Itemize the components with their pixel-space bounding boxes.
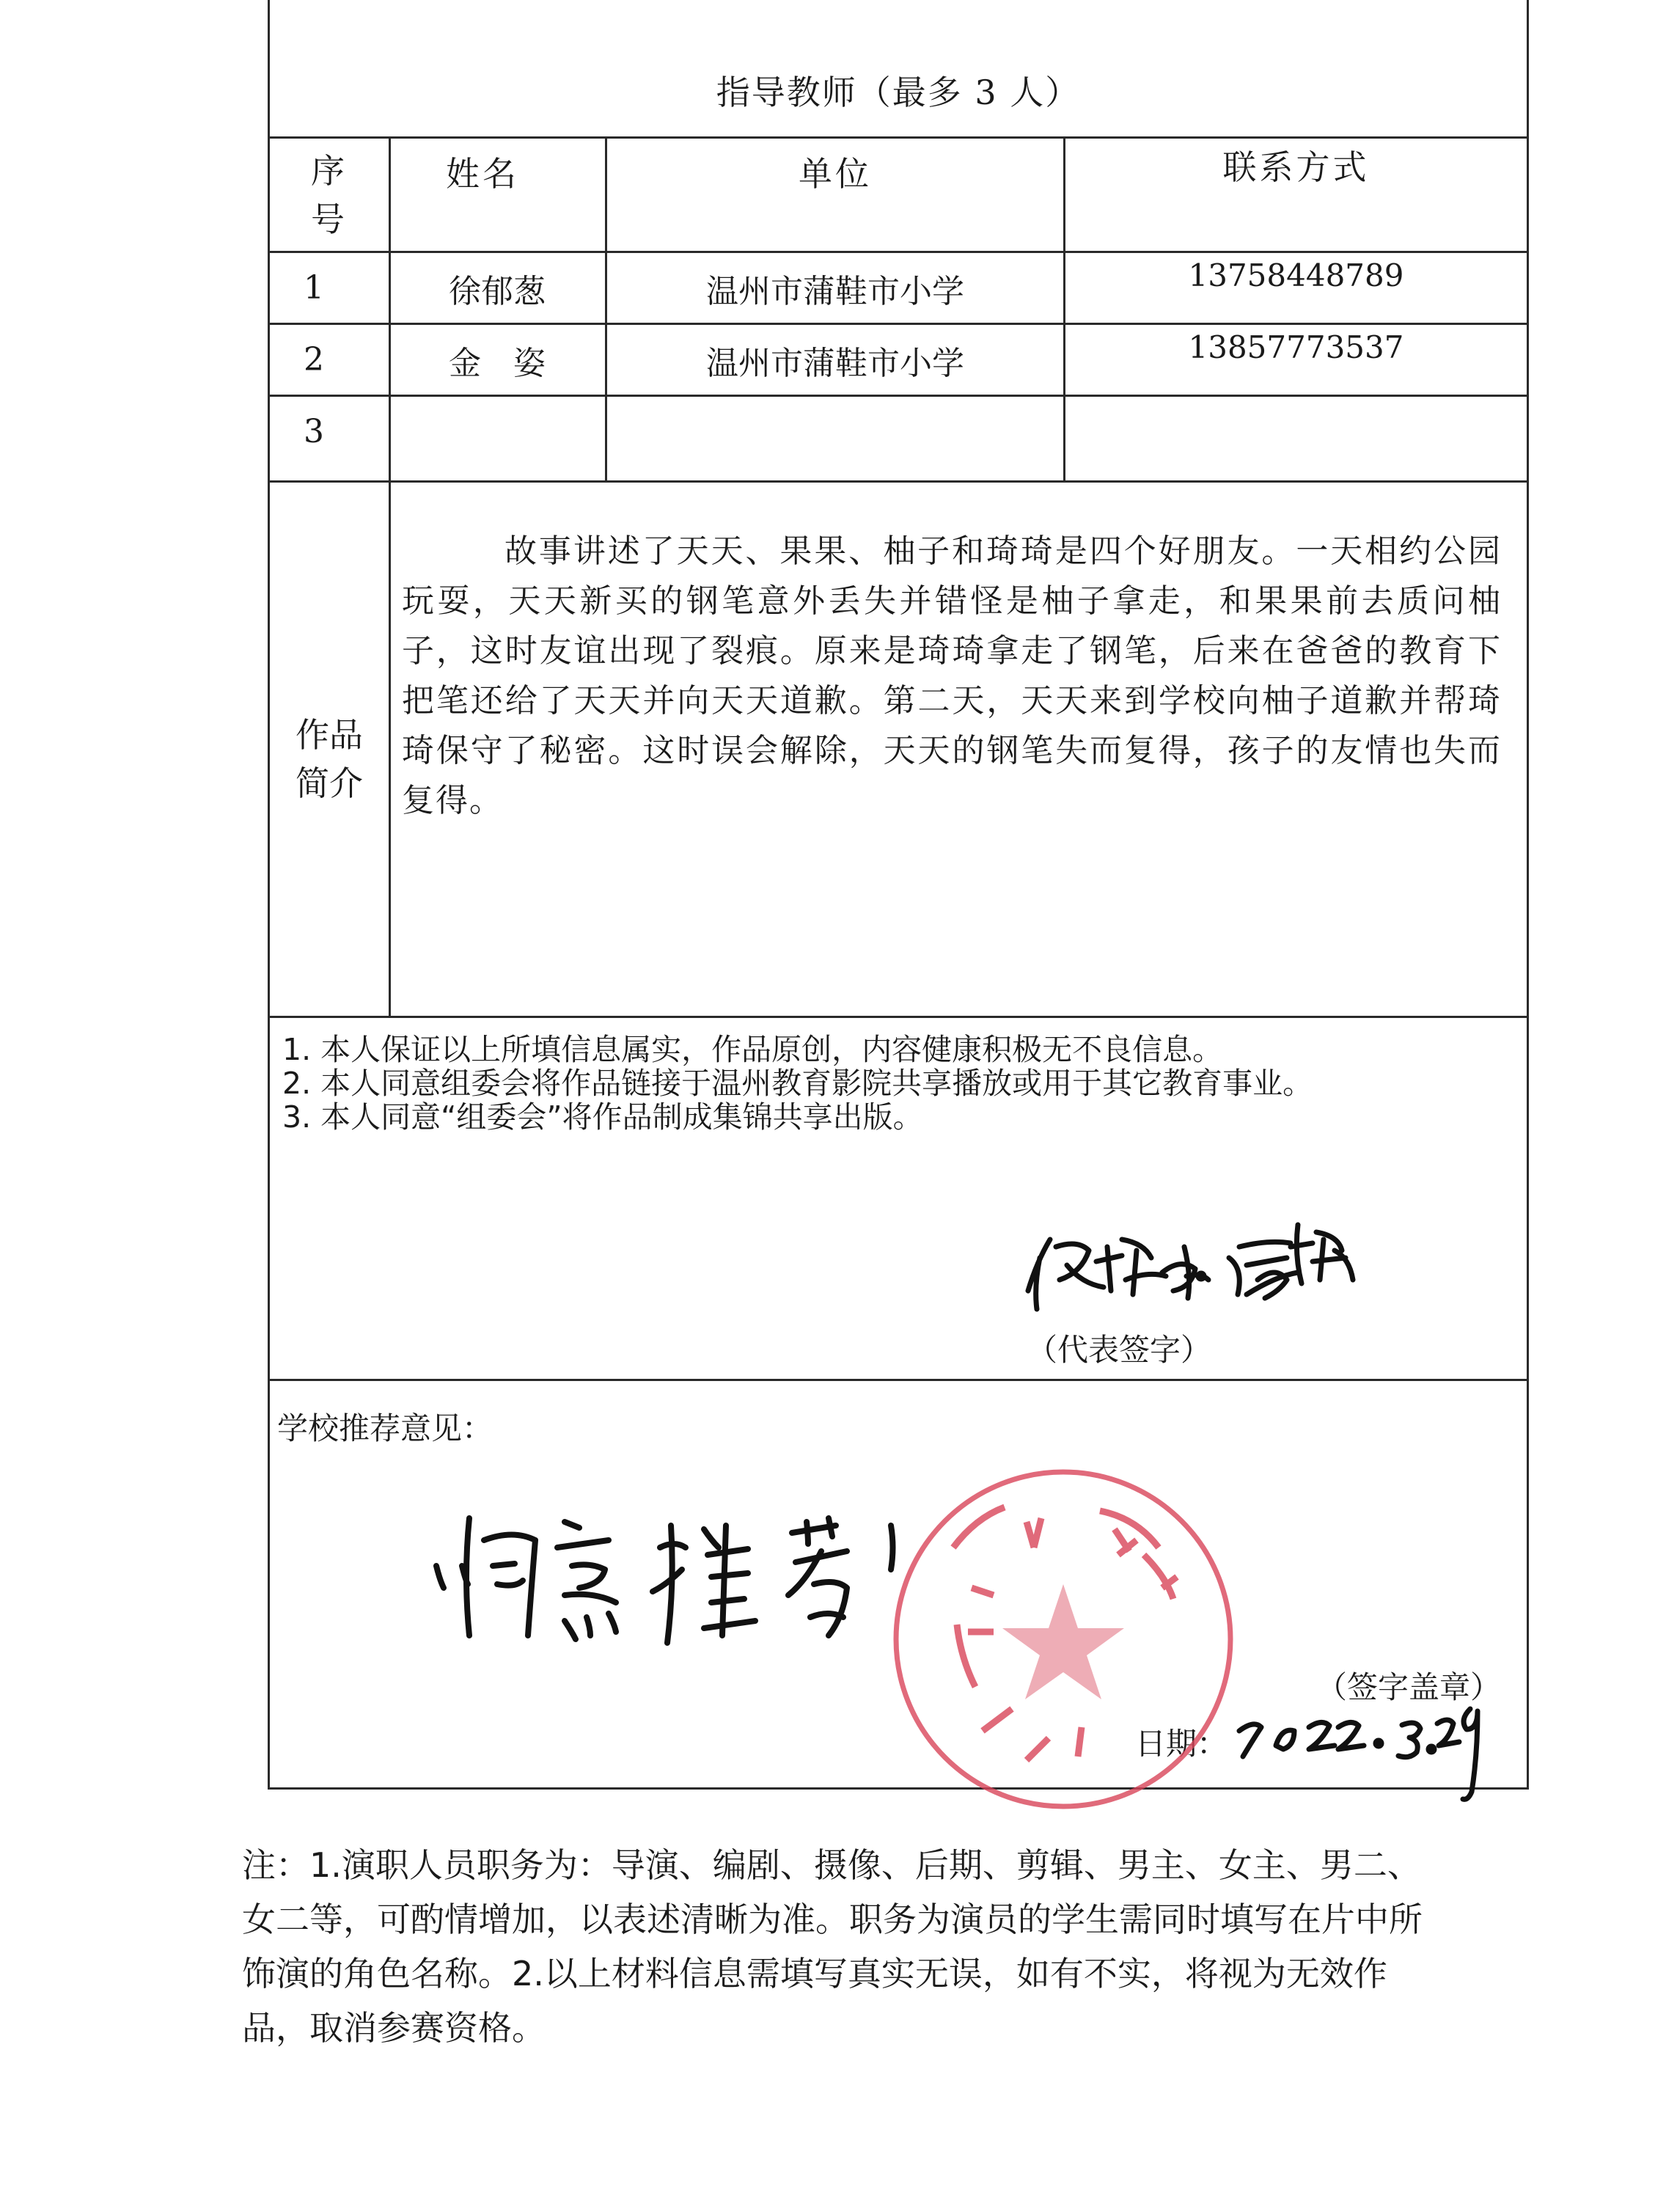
- column-header-contact: 联系方式: [1222, 147, 1370, 187]
- school-opinion-label: 学校推荐意见：: [277, 1410, 493, 1446]
- signature-note: （代表签字）: [1027, 1332, 1212, 1368]
- column-header-index: 序 号: [311, 150, 348, 239]
- seal-star-icon: [1002, 1584, 1124, 1699]
- intro-label: 作品 简介: [296, 715, 363, 803]
- teacher-index: 3: [304, 413, 324, 450]
- school-seal: [896, 1472, 1230, 1806]
- column-header-unit: 单位: [799, 154, 872, 194]
- column-header-name: 姓名: [446, 154, 519, 194]
- footnote: 注：1.演职人员职务为：导演、编剧、摄像、后期、剪辑、男主、女主、男二、女二等，可酌情增加，以表述清晰为准。职务为演员的学生需同时填写在片中所饰演的角色名称。2.以上材料信息需填写真实无误，如有不实，将视为无效作品，取消参赛资格。: [242, 1845, 1423, 2048]
- date-handwriting: [1239, 1709, 1478, 1799]
- pledge-item: 2. 本人同意组委会将作品链接于温州教育影院共享播放或用于其它教育事业。: [282, 1066, 1313, 1101]
- stamp-note: （签字盖章）: [1316, 1669, 1502, 1705]
- teacher-contact: 13758448789: [1188, 257, 1404, 293]
- pledge-item: 1. 本人保证以上所填信息属实，作品原创，内容健康积极无不良信息。: [282, 1032, 1223, 1067]
- representative-signature: [1028, 1225, 1353, 1309]
- intro-text: 故事讲述了天天、果果、柚子和琦琦是四个好朋友。一天相约公园玩耍，天天新买的钢笔意外丢失并错怪是柚子拿走，和果果前去质问柚子，这时友谊出现了裂痕。原来是琦琦拿走了钢笔，后来在爸爸的教育下把笔还给了天天并向天天道歉。第二天，天天来到学校向柚子道歉并帮琦琦保守了秘密。这时误会解除，天天的钢笔失而复得，孩子的友情也失而复得。: [402, 532, 1502, 819]
- teacher-unit: 温州市蒲鞋市小学: [706, 272, 964, 310]
- school-opinion-handwriting: [436, 1518, 893, 1643]
- date-label: 日期：: [1135, 1726, 1228, 1762]
- teacher-index: 1: [304, 269, 324, 307]
- teacher-unit: 温州市蒲鞋市小学: [706, 344, 964, 382]
- teacher-contact: 13857773537: [1188, 329, 1404, 365]
- pledge-item: 3. 本人同意“组委会”将作品制成集锦共享出版。: [282, 1099, 923, 1135]
- form-title: 指导教师（最多 3 人）: [716, 73, 1081, 112]
- teacher-name: 金 姿: [449, 344, 546, 382]
- teacher-name: 徐郁葱: [449, 272, 546, 310]
- teacher-index: 2: [304, 341, 324, 378]
